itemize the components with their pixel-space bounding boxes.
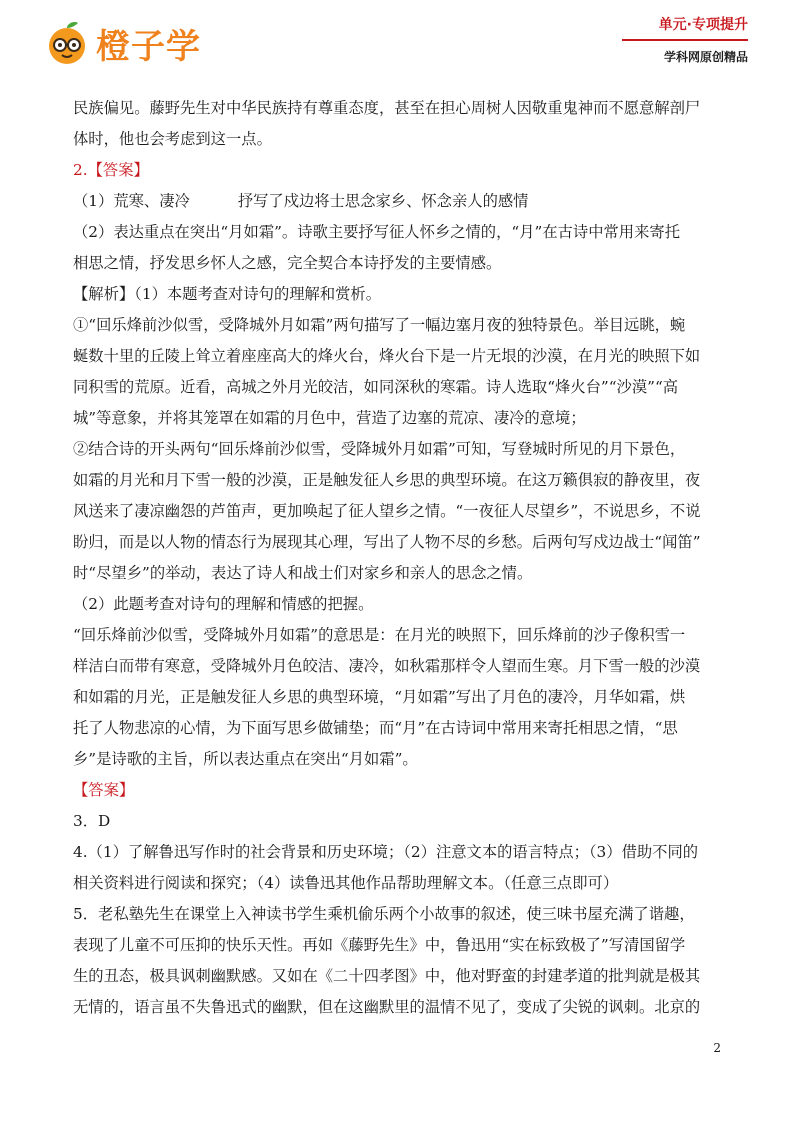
text-line: ②结合诗的开头两句“回乐烽前沙似雪，受降城外月如霜”可知，写登城时所见的月下景色， — [73, 440, 686, 458]
text-line: 4.（1）了解鲁迅写作时的社会背景和历史环境；（2）注意文本的语言特点；（3）借助不同的 — [73, 843, 699, 861]
answer-line — [73, 191, 528, 211]
logo-text: 橙子学 — [96, 26, 201, 67]
text-line: （2）表达重点在突出“月如霜”。诗歌主要抒写征人怀乡之情的，“月”在古诗中常用来寄托 — [73, 223, 680, 241]
answer-part: 抒写了戍边将士思念家乡、怀念亲人的感情 — [237, 192, 529, 210]
text-line: 时“尽望乡”的举动，表达了诗人和战士们对家乡和亲人的思念之情。 — [73, 564, 533, 582]
text-line: 相关资料进行阅读和探究；（4）读鲁迅其他作品帮助理解文本。（任意三点即可） — [73, 874, 619, 892]
text-line: “回乐烽前沙似雪，受降城外月如霜”的意思是：在月光的映照下，回乐烽前的沙子像积雪一 — [73, 626, 686, 644]
orange-mascot-icon — [44, 20, 90, 66]
text-line: 样洁白而带有寒意，受降城外月色皎洁、凄冷，如秋霜那样令人望而生寒。月下雪一般的沙漠 — [73, 657, 701, 675]
text-line: 生的丑态，极具讽刺幽默感。又如在《二十四孝图》中，他对野蛮的封建孝道的批判就是极其 — [73, 967, 701, 985]
header-right — [622, 14, 748, 65]
answer-heading: 2.【答案】 — [73, 161, 149, 179]
brand-logo — [44, 16, 201, 70]
text-line: （2）此题考查对诗句的理解和情感的把握。 — [73, 595, 374, 613]
text-line: 民族偏见。藤野先生对中华民族持有尊重态度，甚至在担心周树人因敬重鬼神而不愿意解剖尸 — [73, 99, 701, 117]
text-line: 3．D — [73, 812, 111, 830]
text-line: 同积雪的荒原。近看，高城之外月光皎洁，如同深秋的寒霜。诗人选取“烽火台”“沙漠”“高 — [73, 378, 679, 396]
analysis-heading: 【解析】（1）本题考查对诗句的理解和赏析。 — [73, 285, 382, 303]
unit-label: 单元·专项提升 — [658, 17, 748, 33]
text-line: 乡”是诗歌的主旨，所以表达重点在突出“月如霜”。 — [73, 750, 418, 768]
answer-heading: 【答案】 — [73, 781, 135, 799]
text-line: 表现了儿童不可压抑的快乐天性。再如《藤野先生》中，鲁迅用“实在标致极了”写清国留学 — [73, 936, 686, 954]
text-line: 城”等意象，并将其笼罩在如霜的月色中，营造了边塞的荒凉、凄冷的意境； — [73, 409, 586, 427]
text-line: 盼归，而是以人物的情态行为展现其心理，写出了人物不尽的乡愁。后两句写戍边战士“闻笛” — [73, 533, 701, 551]
text-line: 体时，他也会考虑到这一点。 — [73, 130, 272, 148]
brand-label: 学科网原创精品 — [663, 50, 748, 64]
text-line: 5．老私塾先生在课堂上入神读书学生乘机偷乐两个小故事的叙述，使三味书屋充满了谐趣， — [73, 905, 695, 923]
text-line: 风送来了凄凉幽怨的芦笛声，更加唤起了征人望乡之情。“一夜征人尽望乡”，不说思乡，不说 — [73, 502, 701, 520]
page-header — [0, 0, 794, 90]
page-number: 2 — [713, 1041, 721, 1055]
text-line: 托了人物悲凉的心情，为下面写思乡做铺垫；而“月”在古诗词中常用来寄托相思之情，“思 — [73, 719, 678, 737]
text-line: 蜒数十里的丘陵上耸立着座座高大的烽火台，烽火台下是一片无垠的沙漠，在月光的映照下如 — [73, 347, 701, 365]
text-line: 相思之情，抒发思乡怀人之感，完全契合本诗抒发的主要情感。 — [73, 254, 502, 272]
text-line: ①“回乐烽前沙似雪，受降城外月如霜”两句描写了一幅边塞月夜的独特景色。举目远眺，蜿 — [73, 316, 686, 334]
text-line: 无情的，语言虽不失鲁迅式的幽默，但在这幽默里的温情不见了，变成了尖锐的讽刺。北京的 — [73, 998, 701, 1016]
header-divider — [622, 39, 748, 41]
text-line: 和如霜的月光，正是触发征人乡思的典型环境，“月如霜”写出了月色的凄冷，月华如霜，烘 — [73, 688, 686, 706]
text-line: 如霜的月光和月下雪一般的沙漠，正是触发征人乡思的典型环境。在这万籁俱寂的静夜里，夜 — [73, 471, 701, 489]
answer-part: （1）荒寒、凄冷 — [73, 192, 190, 210]
